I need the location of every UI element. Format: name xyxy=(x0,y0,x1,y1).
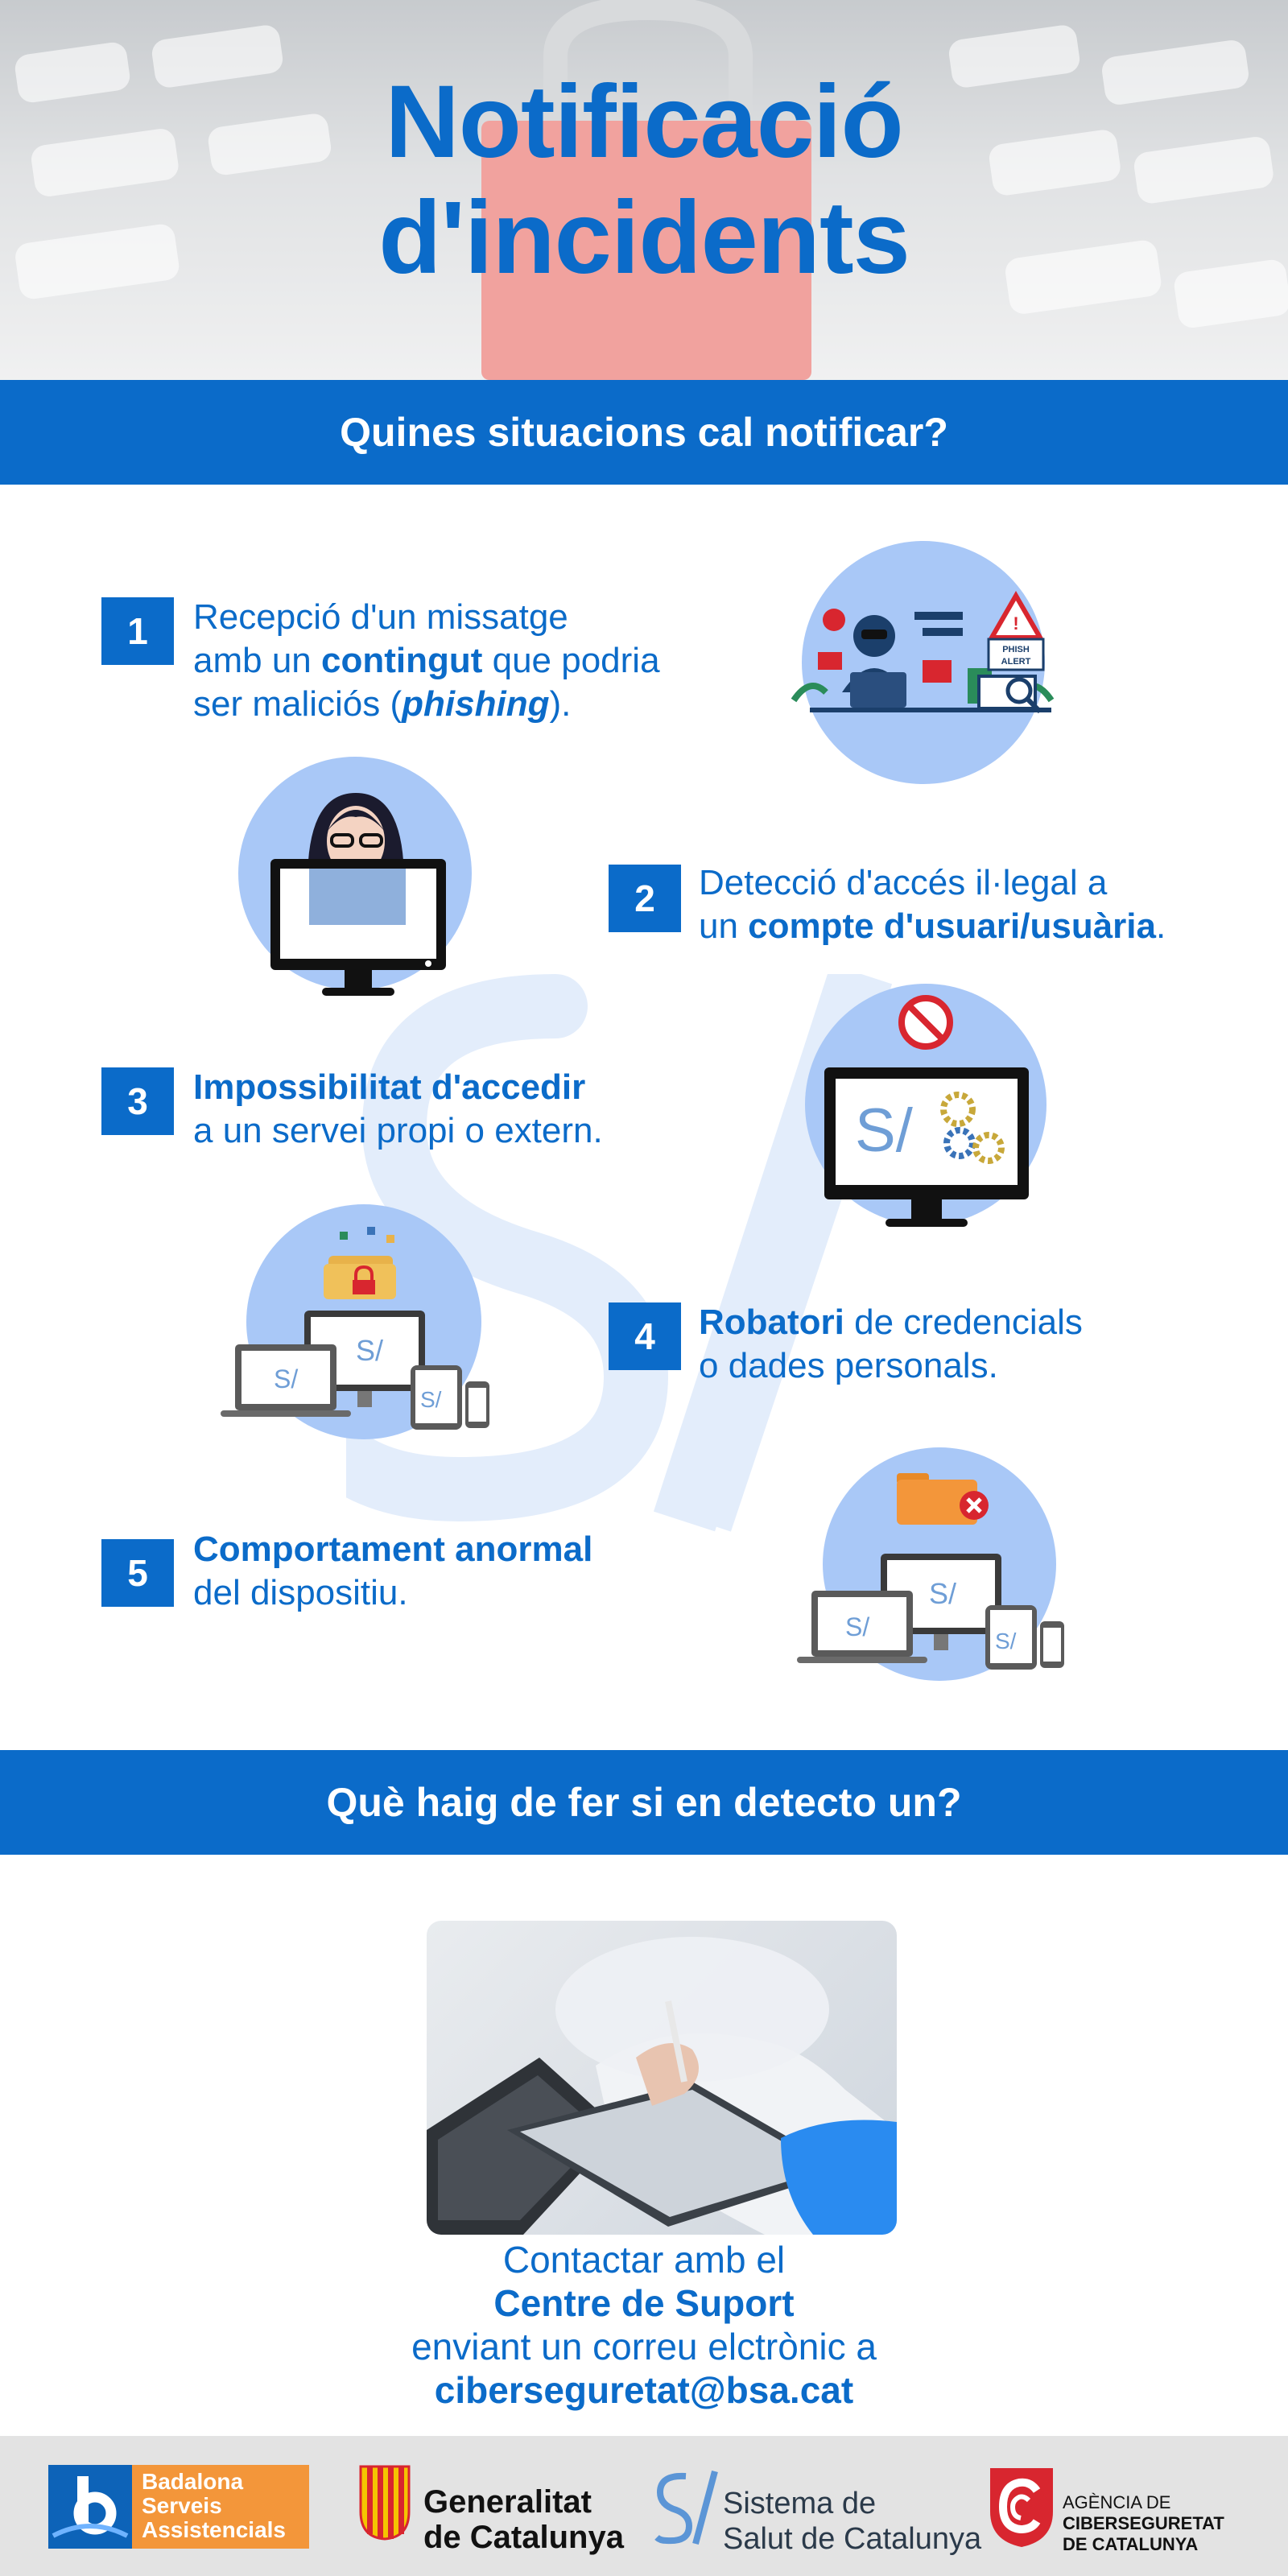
tablet-hand-photo xyxy=(427,1921,897,2235)
item-4-line1 xyxy=(699,1301,1083,1344)
ssc-line2: Salut de Catalunya xyxy=(723,2522,982,2556)
bsa-logo xyxy=(48,2465,309,2549)
bsa-name xyxy=(132,2465,309,2549)
item-1-line1: Recepció d'un missatge xyxy=(193,597,568,637)
hacker-monitor-icon xyxy=(266,785,451,1002)
ssc-logo-icon xyxy=(654,2468,718,2545)
support-photo xyxy=(427,1921,897,2235)
item-3-line1 xyxy=(193,1066,603,1109)
item-2-line2-pre: un xyxy=(699,906,749,946)
item-2-line2-post: . xyxy=(1156,906,1166,946)
item-4-line1-post: de credencials xyxy=(844,1302,1083,1342)
item-text-2 xyxy=(699,861,1166,948)
item-5-line1 xyxy=(193,1528,592,1571)
item-4-line2: o dades personals. xyxy=(699,1346,998,1385)
section-heading-what-to-do: Què haig de fer si en detecto un? xyxy=(0,1750,1288,1855)
item-number-5: 5 xyxy=(101,1539,174,1607)
item-1-line3 xyxy=(193,683,660,726)
svg-text:PHISH: PHISH xyxy=(1002,645,1030,654)
devices-folder-error-icon xyxy=(795,1470,1077,1676)
contact-line3: enviant un correu elctrònic a xyxy=(411,2326,877,2368)
section-heading-situations: Quines situacions cal notificar? xyxy=(0,380,1288,485)
item-2-keyword: compte d'usuari/usuària xyxy=(748,906,1156,946)
bsa-name-2: Serveis xyxy=(142,2493,222,2518)
agencia-ciberseguretat-icon xyxy=(987,2463,1056,2550)
item-2-line1: Detecció d'accés il·legal a xyxy=(699,863,1108,902)
contact-line1: Contactar amb el xyxy=(502,2239,786,2281)
item-3-keyword: Impossibilitat d'accedir xyxy=(193,1067,586,1107)
item-number-3: 3 xyxy=(101,1067,174,1135)
bsa-name-1: Badalona xyxy=(142,2469,244,2494)
item-number-4: 4 xyxy=(609,1302,681,1370)
item-1-keyword: contingut xyxy=(320,641,483,680)
item-5-line2: del dispositiu. xyxy=(193,1573,408,1612)
item-4-keyword: Robatori xyxy=(699,1302,844,1342)
item-1-phishing: phishing xyxy=(402,684,550,724)
ssc-line1: Sistema de xyxy=(723,2487,877,2520)
item-1-line2-post: que podria xyxy=(482,641,660,680)
error-monitor-sign: S/ xyxy=(929,1577,957,1610)
item-text-1 xyxy=(193,596,660,726)
hacker-phishing-icon xyxy=(778,588,1075,724)
agencia-name xyxy=(1063,2492,1224,2555)
svg-text:ALERT: ALERT xyxy=(1001,657,1031,667)
svg-text:!: ! xyxy=(1013,613,1019,634)
generalitat-name xyxy=(423,2484,624,2555)
item-number-1: 1 xyxy=(101,597,174,665)
agencia-line1: AGÈNCIA DE xyxy=(1063,2492,1171,2512)
item-5-keyword: Comportament anormal xyxy=(193,1530,593,1569)
blocked-monitor-sign: S/ xyxy=(855,1096,913,1165)
page-title-line2: d'incidents xyxy=(378,180,910,295)
generalitat-line2: de Catalunya xyxy=(423,2520,624,2555)
ssc-name xyxy=(723,2486,981,2557)
error-laptop-sign: S/ xyxy=(845,1612,870,1641)
bsa-b-icon xyxy=(48,2465,132,2549)
item-1-line3-pre: ser maliciós ( xyxy=(193,684,402,724)
agencia-line2: CIBERSEGURETAT xyxy=(1063,2513,1224,2533)
item-text-3 xyxy=(193,1066,603,1153)
error-tablet-sign: S/ xyxy=(995,1629,1017,1653)
footer-logos xyxy=(0,2436,1288,2576)
item-text-4 xyxy=(699,1301,1083,1388)
bsa-name-3: Assistencials xyxy=(142,2517,286,2542)
devices-monitor-sign: S/ xyxy=(356,1334,384,1367)
item-2-line2 xyxy=(699,905,1166,948)
item-number-2: 2 xyxy=(609,865,681,932)
item-text-5 xyxy=(193,1528,592,1615)
devices-folder-icon xyxy=(219,1224,501,1433)
item-1-line3-post: ). xyxy=(549,684,572,724)
support-center-name: Centre de Suport xyxy=(493,2282,795,2324)
devices-tablet-sign: S/ xyxy=(420,1387,442,1412)
page-title-line1: Notificació xyxy=(385,64,903,180)
contact-email-link[interactable]: ciberseguretat@bsa.cat xyxy=(434,2369,854,2411)
item-1-line2 xyxy=(193,639,660,683)
hero-banner xyxy=(0,0,1288,380)
generalitat-shield-icon xyxy=(359,2463,411,2541)
blocked-monitor-icon xyxy=(821,990,1038,1232)
agencia-line3: DE CATALUNYA xyxy=(1063,2534,1199,2554)
item-1-line2-pre: amb un xyxy=(193,641,321,680)
generalitat-line1: Generalitat xyxy=(423,2484,592,2520)
devices-laptop-sign: S/ xyxy=(274,1364,299,1393)
item-3-line2: a un servei propi o extern. xyxy=(193,1111,603,1150)
